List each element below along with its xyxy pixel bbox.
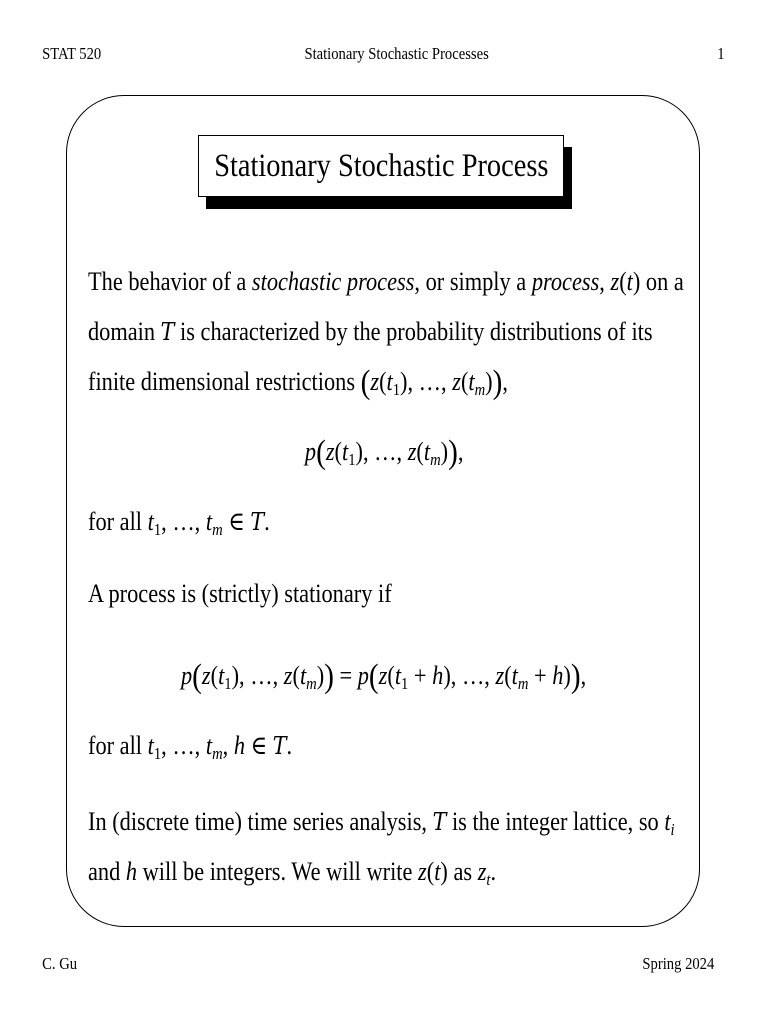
paragraph-1-line-2: domain T is characterized by the probability distributions of its (88, 317, 653, 346)
paragraph-3-line-1: In (discrete time) time series analysis, T is the integer lattice, so $t_i$ (88, 807, 675, 839)
title-box (198, 135, 564, 197)
paragraph-2: A process is (strictly) stationary if (88, 579, 392, 608)
paragraph-1-line-1: The behavior of a stochastic process, or simply a process, z(t) on a (88, 267, 684, 296)
slide-title: Stationary Stochastic Process (213, 147, 549, 184)
term: Spring 2024 (642, 954, 715, 973)
equation-joint-distribution: $p(z(t_1)$, …, $z(t_m)$), (304, 434, 464, 471)
course-code: STAT 520 (42, 44, 102, 63)
page-number: 1 (717, 44, 725, 63)
for-all-clause-2: for all $t_1$, …, $t_m$, h ∈ T. (88, 731, 293, 763)
for-all-clause-1: for all $t_1$, …, $t_m$ ∈ T. (88, 507, 270, 539)
title-frame (198, 135, 564, 197)
equation-stationarity: $p(z(t_1)$, …, $z(t_m)) = p(z(t_1 + h)$, …, $z(t_m + h)$), (181, 658, 587, 695)
running-title: Stationary Stochastic Processes (304, 44, 489, 63)
author: C. Gu (42, 954, 78, 973)
paragraph-1-line-3: finite dimensional restrictions ($z(t_1)$, …, $z(t_m)$), (88, 364, 508, 401)
paragraph-3-line-2: and h will be integers. We will write z(t) as $z_t$. (88, 857, 497, 889)
